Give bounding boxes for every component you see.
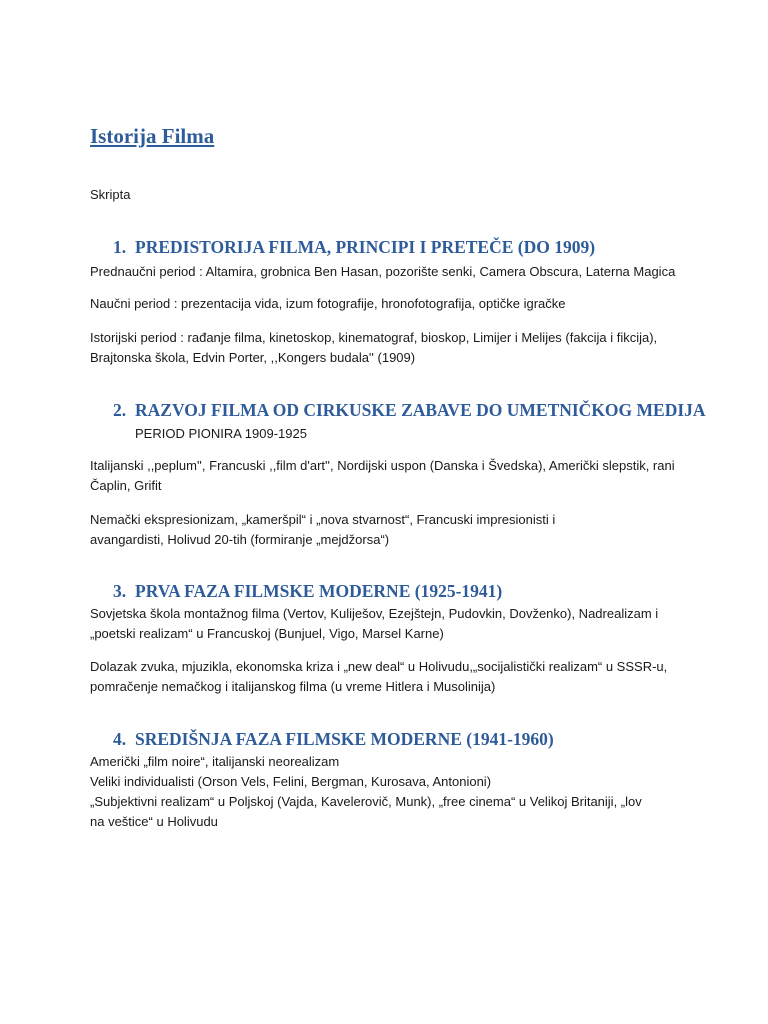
paragraph xyxy=(90,510,680,550)
paragraph-line: Nemački ekspresionizam, „kameršpil“ i „nova stvarnost“, Francuski impresionisti i xyxy=(90,512,556,527)
paragraph xyxy=(90,657,680,697)
paragraph xyxy=(90,456,680,496)
section-heading xyxy=(113,237,595,258)
paragraph-line: na veštice“ u Holivudu xyxy=(90,814,218,829)
section-title: PREDISTORIJA FILMA, PRINCIPI I PRETEČE (DO 1909) xyxy=(135,237,596,257)
section-title: RAZVOJ FILMA OD CIRKUSKE ZABAVE DO UMETNIČKOG MEDIJA xyxy=(135,400,706,420)
paragraph xyxy=(90,752,680,832)
paragraph xyxy=(90,328,680,368)
section-number: 2. xyxy=(113,400,127,420)
subheading-text: PERIOD PIONIRA 1909-1925 xyxy=(135,426,307,441)
paragraph-line: Američki „film noire“, italijanski neorealizam xyxy=(90,754,340,769)
paragraph-line: „Subjektivni realizam“ u Poljskoj (Vajda, Kavelerovič, Munk), „free cinema“ u Velikoj Britaniji, „lov xyxy=(90,794,642,809)
document-subtitle: Skripta xyxy=(90,187,131,202)
paragraph-line: pomračenje nemačkog i italijanskog filma (u vreme Hitlera i Musolinija) xyxy=(90,679,496,694)
section-heading xyxy=(113,581,502,602)
paragraph-line: Brajtonska škola, Edvin Porter, ,,Kongers budala'' (1909) xyxy=(90,350,416,365)
paragraph-line: Prednaučni period : Altamira, grobnica Ben Hasan, pozorište senki, Camera Obscura, Laterna Magica xyxy=(90,264,676,279)
paragraph-line: Sovjetska škola montažnog filma (Vertov, Kuliješov, Ezejštejn, Pudovkin, Dovženko), Nadrealizam i xyxy=(90,606,659,621)
paragraph-line: avangardisti, Holivud 20-tih (formiranje „mejdžorsa“) xyxy=(90,532,390,547)
section-title: PRVA FAZA FILMSKE MODERNE (1925-1941) xyxy=(135,581,503,601)
section-title: SREDIŠNJA FAZA FILMSKE MODERNE (1941-1960) xyxy=(135,729,554,749)
section-number: 1. xyxy=(113,237,127,257)
section-number: 3. xyxy=(113,581,127,601)
paragraph xyxy=(90,604,680,644)
document-title: Istorija Filma xyxy=(90,124,215,148)
paragraph-line: „poetski realizam“ u Francuskoj (Bunjuel, Vigo, Marsel Karne) xyxy=(90,626,444,641)
paragraph-line: Italijanski ,,peplum'', Francuski ,,film d'art'', Nordijski uspon (Danska i Švedska), Američki slepstik, rani xyxy=(90,458,675,473)
section-subheading xyxy=(135,424,725,444)
section-heading xyxy=(113,400,706,421)
paragraph-line: Dolazak zvuka, mjuzikla, ekonomska kriza i „new deal“ u Holivudu,„socijalistički realizam“ u SSSR-u, xyxy=(90,659,668,674)
section-number: 4. xyxy=(113,729,127,749)
section-heading xyxy=(113,729,554,750)
paragraph-line: Istorijski period : rađanje filma, kinetoskop, kinematograf, bioskop, Limijer i Melijes (fakcija i fikcija), xyxy=(90,330,658,345)
paragraph-line: Naučni period : prezentacija vida, izum fotografije, hronofotografija, optičke igračke xyxy=(90,296,566,311)
paragraph xyxy=(90,294,680,314)
paragraph-line: Čaplin, Grifit xyxy=(90,478,162,493)
paragraph xyxy=(90,262,680,282)
paragraph-line: Veliki individualisti (Orson Vels, Felini, Bergman, Kurosava, Antonioni) xyxy=(90,774,492,789)
